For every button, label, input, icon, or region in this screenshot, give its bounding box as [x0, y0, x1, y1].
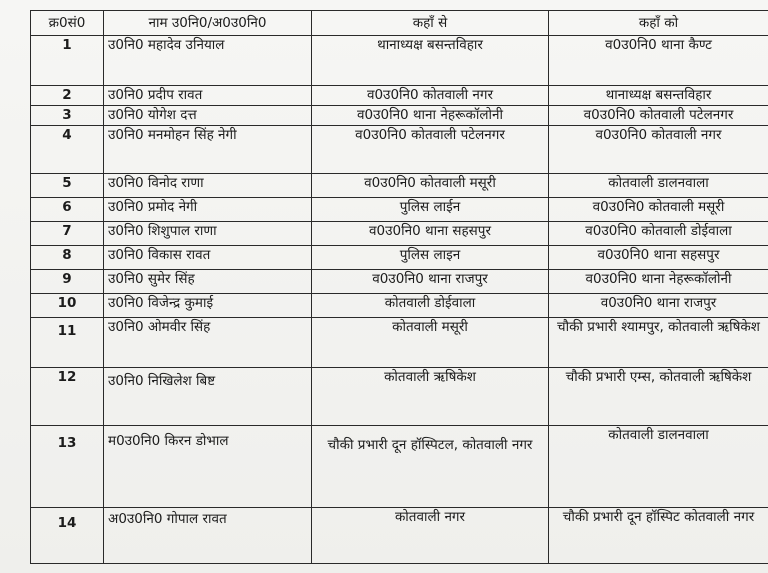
transfer-table — [30, 10, 768, 564]
row-to: कोतवाली डालनवाला — [549, 174, 768, 198]
row-to: व0उ0नि0 थाना कैण्ट — [549, 36, 768, 86]
table-row — [31, 174, 768, 198]
row-from: चौकी प्रभारी दून हॉस्पिटल, कोतवाली नगर — [312, 426, 549, 508]
header-sno: क्र0सं0 — [31, 11, 104, 36]
row-from: व0उ0नि0 थाना नेहरूकॉलोनी — [312, 106, 549, 126]
row-from: कोतवाली ऋषिकेश — [312, 368, 549, 426]
row-from: पुलिस लाईन — [312, 198, 549, 222]
row-name: उ0नि0 विनोद राणा — [104, 174, 312, 198]
row-sno: 6 — [31, 198, 104, 222]
row-name: उ0नि0 प्रमोद नेगी — [104, 198, 312, 222]
row-sno: 4 — [31, 126, 104, 174]
row-from: पुलिस लाइन — [312, 246, 549, 270]
table-row — [31, 318, 768, 368]
row-from: कोतवाली मसूरी — [312, 318, 549, 368]
header-to: कहाँ को — [549, 11, 768, 36]
row-name: उ0नि0 मनमोहन सिंह नेगी — [104, 126, 312, 174]
table-row — [31, 198, 768, 222]
row-name: उ0नि0 ओमवीर सिंह — [104, 318, 312, 368]
row-sno: 12 — [31, 368, 104, 426]
row-from: व0उ0नि0 कोतवाली नगर — [312, 86, 549, 106]
row-sno: 3 — [31, 106, 104, 126]
row-name: उ0नि0 शिशुपाल राणा — [104, 222, 312, 246]
table-row — [31, 126, 768, 174]
row-name: उ0नि0 निखिलेश बिष्ट — [104, 368, 312, 426]
row-name: उ0नि0 विजेन्द्र कुमाई — [104, 294, 312, 318]
row-to: चौकी प्रभारी एम्स, कोतवाली ऋषिकेश — [549, 368, 768, 426]
row-from: व0उ0नि0 थाना राजपुर — [312, 270, 549, 294]
row-sno: 13 — [31, 426, 104, 508]
row-sno: 1 — [31, 36, 104, 86]
row-name: उ0नि0 सुमेर सिंह — [104, 270, 312, 294]
row-sno: 10 — [31, 294, 104, 318]
table-row — [31, 222, 768, 246]
row-to: व0उ0नि0 थाना सहसपुर — [549, 246, 768, 270]
row-to: थानाध्यक्ष बसन्तविहार — [549, 86, 768, 106]
row-name: उ0नि0 योगेश दत्त — [104, 106, 312, 126]
row-to: व0उ0नि0 कोतवाली पटेलनगर — [549, 106, 768, 126]
row-to: व0उ0नि0 थाना नेहरूकॉलोनी — [549, 270, 768, 294]
row-from: कोतवाली नगर — [312, 508, 549, 564]
row-to: व0उ0नि0 कोतवाली मसूरी — [549, 198, 768, 222]
table-row — [31, 86, 768, 106]
row-from: व0उ0नि0 थाना सहसपुर — [312, 222, 549, 246]
row-sno: 2 — [31, 86, 104, 106]
row-sno: 9 — [31, 270, 104, 294]
row-to: व0उ0नि0 कोतवाली डोईवाला — [549, 222, 768, 246]
row-name: उ0नि0 विकास रावत — [104, 246, 312, 270]
table-row — [31, 294, 768, 318]
table-row — [31, 368, 768, 426]
row-from: थानाध्यक्ष बसन्तविहार — [312, 36, 549, 86]
row-sno: 14 — [31, 508, 104, 564]
table-row — [31, 426, 768, 508]
table-row — [31, 36, 768, 86]
row-from: व0उ0नि0 कोतवाली मसूरी — [312, 174, 549, 198]
table-row — [31, 270, 768, 294]
row-sno: 5 — [31, 174, 104, 198]
table-row — [31, 106, 768, 126]
header-from: कहाँ से — [312, 11, 549, 36]
row-name: अ0उ0नि0 गोपाल रावत — [104, 508, 312, 564]
table-header-row — [31, 11, 768, 36]
row-to: चौकी प्रभारी श्यामपुर, कोतवाली ऋषिकेश — [549, 318, 768, 368]
row-from: व0उ0नि0 कोतवाली पटेलनगर — [312, 126, 549, 174]
row-to: कोतवाली डालनवाला — [549, 426, 768, 508]
row-to: व0उ0नि0 थाना राजपुर — [549, 294, 768, 318]
row-name: उ0नि0 प्रदीप रावत — [104, 86, 312, 106]
row-sno: 8 — [31, 246, 104, 270]
row-to: चौकी प्रभारी दून हॉस्पिट कोतवाली नगर — [549, 508, 768, 564]
table-row — [31, 508, 768, 564]
row-name: म0उ0नि0 किरन डोभाल — [104, 426, 312, 508]
table-row — [31, 246, 768, 270]
header-name: नाम उ0नि0/अ0उ0नि0 — [104, 11, 312, 36]
row-sno: 7 — [31, 222, 104, 246]
row-from: कोतवाली डोईवाला — [312, 294, 549, 318]
row-to: व0उ0नि0 कोतवाली नगर — [549, 126, 768, 174]
row-name: उ0नि0 महादेव उनियाल — [104, 36, 312, 86]
row-sno: 11 — [31, 318, 104, 368]
